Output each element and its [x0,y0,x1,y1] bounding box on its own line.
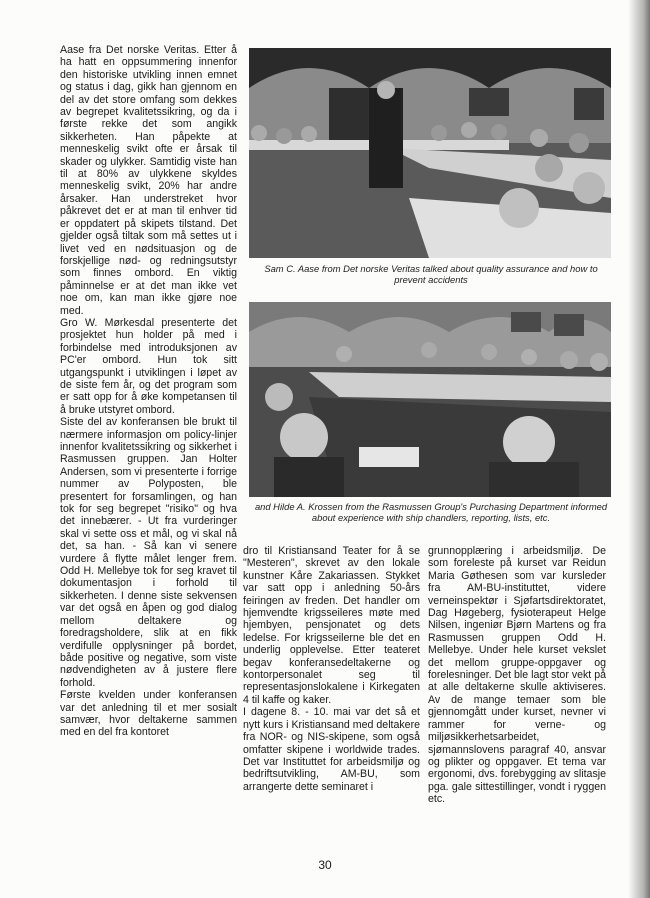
page-number: 30 [318,858,332,872]
conference-speaker-photo [249,48,611,258]
paragraph: dro til Kristiansand Teater for å se "Mesteren", skrevet av den lokale kunstner Kåre Zakariassen. Stykket var satt opp i anledning 50-års feiringen av freden. Det handler om hjemvendte krigsseileres møte med hjembyen, pensjonatet og dets ledelse. For krigsseilerne ble det en underlig opplevelse. Etter teateret begav konferansedeltakerne og kontorpersonalet seg til representasjonslokalene i Kirkegaten 4 til kaffe og kaker. [243,545,420,706]
paragraph: I dagene 8. - 10. mai var det så et nytt kurs i Kristiansand med deltakere fra NOR- og NIS-skipene, som også omfatter skipene i worldwide trades. Det var Instituttet for arbeidsmiljø og bedriftsutvikling, AM-BU, som arrangerte dette seminaret i [243,706,420,793]
conference-audience-photo [249,302,611,497]
paragraph: Aase fra Det norske Veritas. Etter å ha hatt en oppsummering innenfor den historiske utvikling innen emnet og status i dag, gikk han gjennom en del av det store omfang som dekkes av begrepet kvalitetssikring, og da i første rekke det som angikk sikkerheten. Han påpekte at menneskelig svikt ofte er årsak til skader og ulykker. Samtidig viste han til at 80% av ulykkene skyldes menneskelig svikt, 20% har andre årsaker. Han understreket hvor påkrevet det er at man til enhver tid er oppdatert på skipets tilstand. Det gjelder også tiltak som må settes ut i livet ved en nødsituasjon og de forskjellige nød- og redningsutstyr som finnes ombord. En viktig påminnelse er at det man ikke vet noe om, kan man ikke gjøre noe med. [60,44,237,317]
paragraph: Gro W. Mørkesdal presenterte det prosjektet hun holder på med i forbindelse med introduksjonen av PC'er ombord. Hun tok sitt utgangspunkt i utviklingen i løpet av de siste fem år, og det program som er satt opp for å øke kompetansen til å bruke utstyret ombord. [60,316,237,416]
photo-caption-1: Sam C. Aase from Det norske Veritas talked about quality assurance and how to prevent accidents [264,263,598,286]
paragraph: Siste del av konferansen ble brukt til nærmere informasjon om policy-linjer innenfor kvalitetssikring og sikkerhet i Rasmussen gruppen. Jan Holter Andersen, som vi presenterte i forrige nummer av Polyposten, ble presentert for forsamlingen, og han tok for seg begrepet "risiko" og hva det innebærer. - Ut fra vurderinger skal vi sette oss et mål, og vi skal nå det, sa han. - Så kan vi senere vurdere å flytte målet lenger frem. Odd H. Mellebye tok for seg kravet til dokumentasjon i forhold til sikkerheten. I denne siste sekvensen var det også en åpen og god dialog mellom deltakere og foredragsholdere, slik at en fikk verdifulle opplysninger på bordet, både positive og negative, som viste nødvendigheten av å justere flere forhold. [60,416,237,689]
text-column-1 [60,44,237,854]
paragraph: grunnopplæring i arbeidsmiljø. De som foreleste på kurset var Reidun Maria Gøthesen som var kursleder fra AM-BU-instituttet, videre verneinspektør i Sjøfartsdirektoratet, Dag Høgeberg, fysioterapeut Helge Nilsen, ingeniør Bjørn Martens og fra Rasmussen gruppen Odd H. Mellebye. Under hele kurset vekslet det mellom gruppe-oppgaver og forelesninger. Det ble lagt stor vekt på at alle deltakerne skulle aktiviseres. Av de mange temaer som ble gjennomgått under kurset, nevner vi rammer for verne- og miljøsikkerhetsarbeidet, sjømannslovens paragraf 40, ansvar og plikter og oppgaver. Et tema var ergonomi, dvs. forebygging av slitasje pga. gale sittestillinger, vondt i ryggen etc. [428,545,606,806]
text-column-2 [243,545,420,865]
text-column-3 [428,545,606,865]
paragraph: Første kvelden under konferansen var det anledning til et mer sosialt samvær, hvor deltakerne sammen med en del fra kontoret [60,689,237,739]
page-edge-shadow [628,0,650,898]
photo-caption-2: and Hilde A. Krossen from the Rasmussen Group's Purchasing Department informed about experience with ship chandlers, reporting, lists, etc. [254,501,608,524]
